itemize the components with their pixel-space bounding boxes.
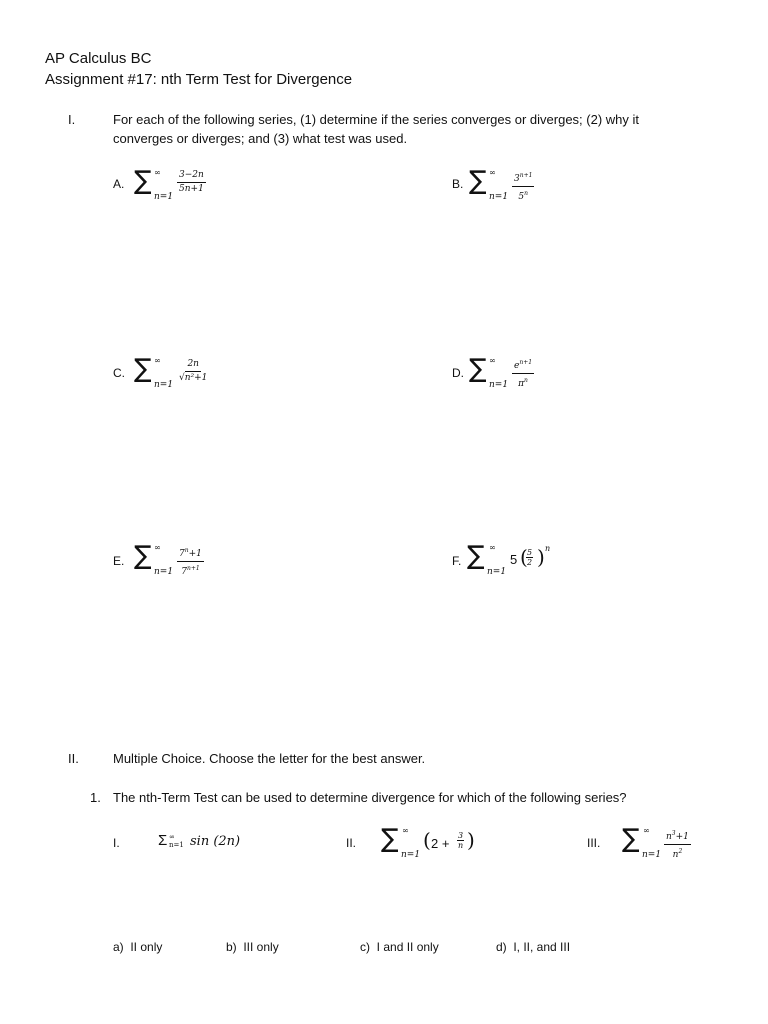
coefficient: 5 — [510, 552, 518, 567]
sum-body-left: 2 + — [431, 836, 450, 851]
denominator-base: 5 — [518, 192, 525, 202]
answer-c[interactable] — [360, 940, 439, 954]
part1-numeral: I. — [68, 112, 76, 127]
part1-instructions-line2: converges or diverges; and (3) what test was used. — [113, 131, 408, 146]
lower-limit: n=1 — [154, 192, 174, 202]
left-paren: ( — [520, 545, 528, 569]
sigma-icon: ∑ — [134, 354, 152, 384]
numerator: 2n — [185, 359, 201, 372]
numerator — [512, 170, 534, 187]
fraction — [512, 357, 534, 390]
denominator-exponent: n — [524, 190, 529, 197]
answer-a-text: II only — [130, 940, 163, 954]
assignment-title: Assignment #17: nth Term Test for Divergence — [45, 71, 353, 88]
numerator-exponent: n+1 — [519, 172, 533, 179]
answer-d-text: I, II, and III — [513, 940, 571, 954]
numerator: 3 — [458, 831, 464, 840]
lower-limit: n=1 — [154, 567, 174, 577]
numerator — [177, 545, 204, 562]
denominator: √n²+1 — [179, 373, 208, 383]
sum-body: sin (2n) — [190, 834, 241, 849]
question-text: The nth-Term Test can be used to determine divergence for which of the following series? — [113, 790, 627, 805]
problem-f-series — [467, 543, 567, 583]
denominator: 2 — [527, 558, 533, 567]
part2-instructions: Multiple Choice. Choose the letter for the best answer. — [113, 751, 426, 766]
sigma-icon: ∑ — [134, 541, 152, 571]
upper-limit: ∞ — [154, 168, 161, 177]
lower-limit: n=1 — [489, 192, 509, 202]
denominator — [179, 562, 201, 578]
sum-limits: ∞ n=1 — [169, 833, 184, 849]
option-iii-series — [622, 826, 712, 866]
right-paren: ) — [467, 828, 475, 852]
exponent: n — [545, 544, 551, 553]
problem-d-series — [469, 356, 559, 396]
upper-limit: ∞ — [402, 826, 409, 835]
problem-b-label: B. — [452, 177, 464, 191]
denominator-exponent: 2 — [678, 848, 683, 855]
numerator-exponent: n+1 — [519, 359, 533, 366]
part1-instructions-line1: For each of the following series, (1) determine if the series converges or diverges; (2) why it — [113, 112, 640, 127]
numerator-exponent: 3 — [671, 830, 676, 837]
denominator-base: n — [672, 850, 679, 860]
sigma-icon: ∑ — [134, 166, 152, 196]
answer-c-text: I and II only — [376, 940, 439, 954]
numerator — [512, 357, 534, 374]
option-ii-series — [381, 826, 481, 866]
denominator-base: π — [518, 379, 525, 389]
denominator: 5n+1 — [179, 184, 204, 194]
problem-c-label: C. — [113, 366, 125, 380]
numerator-base: 7 — [179, 549, 185, 559]
sigma-icon: ∑ — [381, 824, 399, 854]
upper-limit: ∞ — [154, 543, 161, 552]
numerator-base: e — [514, 361, 520, 371]
answer-d[interactable] — [496, 940, 570, 954]
numerator-base: n — [666, 832, 672, 842]
left-paren: ( — [423, 828, 431, 852]
option-iii-label: III. — [587, 836, 601, 850]
lower-limit: n=1 — [642, 850, 662, 860]
fraction — [177, 359, 209, 384]
sigma-icon: Σ — [158, 832, 168, 849]
denominator — [671, 845, 685, 861]
problem-a-series — [134, 168, 224, 208]
fraction — [177, 545, 204, 578]
upper-limit: ∞ — [154, 356, 161, 365]
answer-d-letter: d) — [496, 940, 507, 954]
answer-c-letter: c) — [360, 940, 370, 954]
numerator-tail: +1 — [188, 549, 202, 559]
sigma-icon: ∑ — [469, 166, 487, 196]
denominator-exponent: n — [524, 377, 528, 384]
denominator — [516, 187, 530, 203]
numerator: 3−2n — [177, 170, 206, 183]
sigma-icon: ∑ — [467, 541, 485, 571]
course-title: AP Calculus BC — [45, 50, 152, 67]
denominator-base: 7 — [181, 567, 187, 577]
fraction — [512, 170, 534, 203]
upper-limit: ∞ — [489, 356, 496, 365]
problem-f-label: F. — [452, 554, 462, 568]
upper-limit: ∞ — [489, 543, 496, 552]
denominator-exponent: n+1 — [186, 565, 200, 572]
upper-limit: ∞ — [643, 826, 650, 835]
answer-b-text: III only — [243, 940, 279, 954]
problem-d-label: D. — [452, 366, 464, 380]
option-ii-label: II. — [346, 836, 357, 850]
question-number: 1. — [90, 790, 101, 805]
sigma-icon: ∑ — [622, 824, 640, 854]
answer-b-letter: b) — [226, 940, 237, 954]
right-paren: ) — [537, 545, 545, 569]
answer-b[interactable] — [226, 940, 279, 954]
lower-limit: n=1 — [401, 850, 421, 860]
denominator: n — [458, 841, 464, 850]
numerator: 5 — [527, 548, 533, 557]
denominator — [516, 374, 530, 390]
problem-c-series — [134, 356, 224, 396]
lower-limit: n=1 — [154, 380, 174, 390]
numerator — [664, 828, 691, 845]
answer-a[interactable] — [113, 940, 162, 954]
part2-numeral: II. — [68, 751, 79, 766]
fraction — [664, 828, 691, 861]
numerator-exponent: n — [184, 547, 189, 554]
option-i-label: I. — [113, 836, 120, 850]
fraction — [526, 548, 533, 567]
problem-a-label: A. — [113, 177, 125, 191]
lower-limit: n=1 — [489, 380, 509, 390]
lower-limit: n=1 — [487, 567, 507, 577]
upper-limit: ∞ — [489, 168, 496, 177]
problem-e-series — [134, 543, 224, 583]
problem-e-label: E. — [113, 554, 125, 568]
option-i-series — [158, 832, 258, 856]
sigma-icon: ∑ — [469, 354, 487, 384]
fraction — [457, 831, 464, 850]
problem-b-series — [469, 168, 559, 208]
answer-a-letter: a) — [113, 940, 124, 954]
fraction — [177, 170, 206, 195]
numerator-base: 3 — [514, 174, 520, 184]
numerator-tail: +1 — [675, 832, 689, 842]
